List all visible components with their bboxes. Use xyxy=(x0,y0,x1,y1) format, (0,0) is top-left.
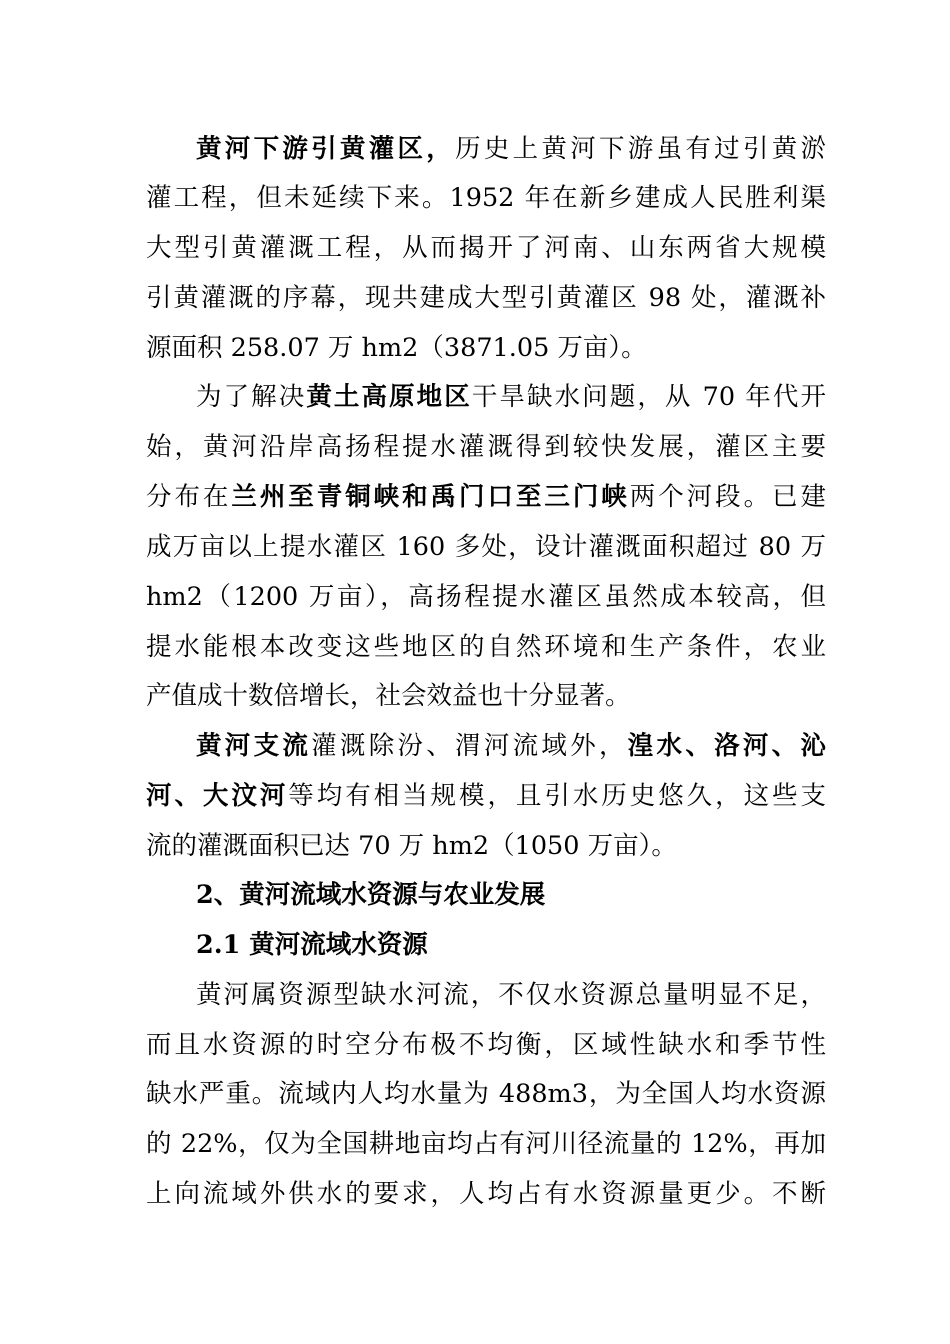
text-run: 始，黄河沿岸高扬程提水灌溉得到较快发展，灌区主要 xyxy=(146,432,826,462)
bold-run: 兰州至青铜峡和禹门口至三门峡 xyxy=(231,482,630,512)
paragraph-line-4 xyxy=(146,283,826,313)
subsection-heading xyxy=(196,930,826,960)
text-run: 而且水资源的时空分布极不均衡，区域性缺水和季节性 xyxy=(146,1030,826,1060)
paragraph-line-2 xyxy=(146,183,826,213)
text-run: 流的灌溉面积已达 70 万 hm2（1050 万亩）。 xyxy=(146,831,677,861)
heading-text: 黄河流域水资源与农业发展 xyxy=(239,880,546,910)
bold-run: 黄河下游引黄灌区， xyxy=(196,134,456,164)
text-run: 黄河属资源型缺水河流，不仅水资源总量明显不足， xyxy=(196,980,826,1010)
text-run: hm2（1200 万亩），高扬程提水灌区虽然成本较高，但 xyxy=(146,582,826,612)
text-run: 干旱缺水问题，从 70 年代开 xyxy=(471,382,826,412)
section-heading xyxy=(196,880,826,910)
paragraph-line-8 xyxy=(146,482,826,512)
bold-run: 河、大汶河 xyxy=(146,781,289,811)
paragraph-line-14 xyxy=(146,781,826,811)
paragraph-line-18 xyxy=(196,980,826,1010)
paragraph-line-22 xyxy=(146,1179,826,1209)
text-run: 上向流域外供水的要求，人均占有水资源量更少。不断 xyxy=(146,1179,826,1209)
bold-run: 湟水、洛河、沁 xyxy=(627,731,826,761)
text-run: 缺水严重。流域内人均水量为 488m3，为全国人均水资源 xyxy=(146,1079,826,1109)
paragraph-line-5 xyxy=(146,333,826,363)
text-run: 灌工程，但未延续下来。1952 年在新乡建成人民胜利渠 xyxy=(146,183,826,213)
paragraph-line-20 xyxy=(146,1079,826,1109)
text-run: 等均有相当规模，且引水历史悠久，这些支 xyxy=(288,781,826,811)
text-run: 两个河段。已建 xyxy=(629,482,826,512)
paragraph-line-7 xyxy=(146,432,826,462)
paragraph-line-15 xyxy=(146,831,826,861)
text-run: 灌溉除汾、渭河流域外， xyxy=(311,731,628,761)
heading-text: 黄河流域水资源 xyxy=(249,930,428,960)
heading-number: 2.1 xyxy=(196,930,250,960)
paragraph-line-11 xyxy=(146,632,826,662)
paragraph-line-19 xyxy=(146,1030,826,1060)
paragraph-line-1 xyxy=(196,134,826,164)
bold-run: 黄土高原地区 xyxy=(306,382,472,412)
text-run: 提水能根本改变这些地区的自然环境和生产条件，农业 xyxy=(146,632,826,662)
heading-number: 2、 xyxy=(196,880,240,910)
paragraph-line-12 xyxy=(146,681,826,711)
bold-run: 黄河支流 xyxy=(196,731,312,761)
text-run: 的 22%，仅为全国耕地亩均占有河川径流量的 12%，再加 xyxy=(146,1129,826,1159)
paragraph-line-10 xyxy=(146,582,826,612)
text-run: 分布在 xyxy=(146,482,232,512)
text-run: 源面积 258.07 万 hm2（3871.05 万亩）。 xyxy=(146,333,647,363)
text-run: 为了解决 xyxy=(196,382,307,412)
paragraph-line-6 xyxy=(196,382,826,412)
text-run: 成万亩以上提水灌区 160 多处，设计灌溉面积超过 80 万 xyxy=(146,532,826,562)
text-run: 大型引黄灌溉工程，从而揭开了河南、山东两省大规模 xyxy=(146,233,826,263)
paragraph-line-3 xyxy=(146,233,826,263)
text-run: 历史上黄河下游虽有过引黄淤 xyxy=(455,134,826,164)
text-run: 产值成十数倍增长，社会效益也十分显著。 xyxy=(146,681,631,711)
paragraph-line-13 xyxy=(196,731,826,761)
text-run: 引黄灌溉的序幕，现共建成大型引黄灌区 98 处，灌溉补 xyxy=(146,283,826,313)
paragraph-line-21 xyxy=(146,1129,826,1159)
paragraph-line-9 xyxy=(146,532,826,562)
